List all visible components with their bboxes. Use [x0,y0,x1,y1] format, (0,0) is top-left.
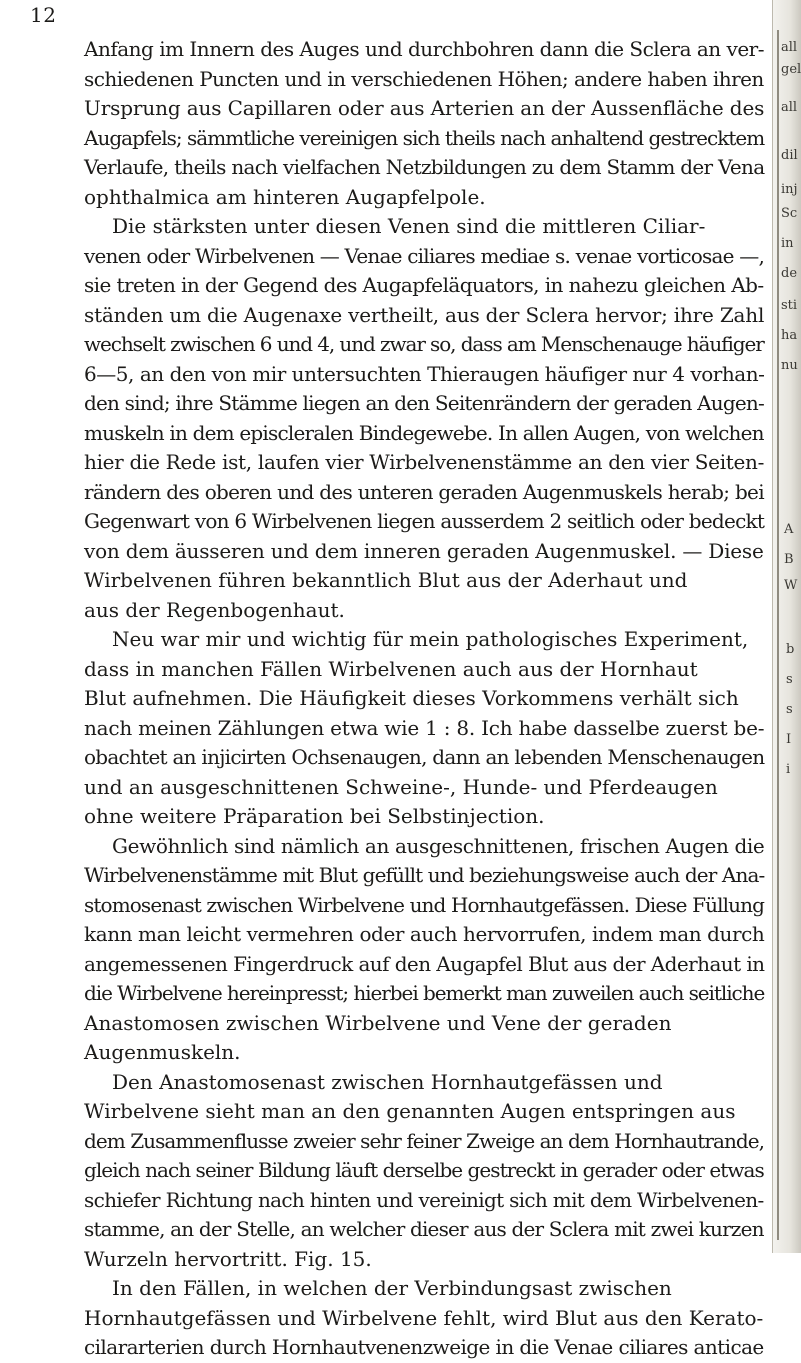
text-line: venen oder Wirbelvenen — Venae ciliares mediae s. venae vorticosae —, [84,243,765,268]
margin-fragment: ha [781,328,798,343]
margin-fragment: dil [781,148,798,163]
text-line: den sind; ihre Stämme liegen an den Seitenrändern der geraden Augen- [84,391,764,415]
margin-fragment: W [784,578,798,593]
margin-fragment: A [784,522,794,537]
text-line: sie treten in der Gegend des Augapfeläquators, in nahezu gleichen Ab- [84,273,764,297]
text-line: kann man leicht vermehren oder auch hervorrufen, indem man durch [84,922,765,946]
text-line: wechselt zwischen 6 und 4, und zwar so, dass am Menschenauge häufiger [84,332,764,356]
gutter-rule [777,30,779,1240]
text-line: 6—5, an den von mir untersuchten Thieraugen häufiger nur 4 vorhan- [84,361,765,386]
margin-fragment: de [781,266,798,281]
text-line: ständen um die Augenaxe vertheilt, aus der Sclera hervor; ihre Zahl [84,302,765,327]
text-line: Wurzeln hervortritt. Fig. 15. [84,1246,372,1271]
text-line: stomosenast zwischen Wirbelvene und Hornhautgefässen. Diese Füllung [84,892,765,917]
margin-fragment: i [786,762,791,777]
text-line: rändern des oberen und des unteren geraden Augenmuskels herab; bei [84,479,764,504]
text-line: Anastomosen zwischen Wirbelvene und Vene der geraden [84,1010,672,1035]
text-line: Blut aufnehmen. Die Häufigkeit dieses Vorkommens verhält sich [84,686,739,710]
text-line: aus der Regenbogenhaut. [84,597,345,622]
margin-fragment: I [786,732,792,747]
text-line: ophthalmica am hinteren Augapfelpole. [84,184,486,209]
text-line: Gewöhnlich sind nämlich an ausgeschnittenen, frischen Augen die [112,833,765,858]
text-line: gleich nach seiner Bildung läuft derselbe gestreckt in gerader oder etwas [84,1158,764,1182]
margin-fragment: all [781,40,798,55]
margin-fragment: sti [781,298,798,313]
text-line: Gegenwart von 6 Wirbelvenen liegen ausserdem 2 seitlich oder bedeckt [84,509,765,533]
text-line: Neu war mir und wichtig für mein pathologisches Experiment, [112,627,749,651]
text-line: cilararterien durch Hornhautvenenzweige in die Venae ciliares anticae [84,1335,764,1359]
text-line: Die stärksten unter diesen Venen sind die mittleren Ciliar- [112,214,706,238]
text-line: Wirbelvenenstämme mit Blut gefüllt und beziehungsweise auch der Ana- [84,863,765,887]
text-line: schiefer Richtung nach hinten und vereinigt sich mit dem Wirbelvenen- [84,1187,764,1212]
text-line: hier die Rede ist, laufen vier Wirbelvenenstämme an den vier Seiten- [84,450,765,474]
text-line: die Wirbelvene hereinpresst; hierbei bemerkt man zuweilen auch seitliche [84,981,765,1005]
text-line: dem Zusammenflusse zweier sehr feiner Zweige an dem Hornhautrande, [84,1128,765,1153]
margin-fragment: s [786,702,793,717]
text-line: Den Anastomosenast zwischen Hornhautgefässen und [112,1069,663,1094]
margin-fragment: inj [781,182,798,197]
margin-fragment: all [781,100,798,115]
text-line: muskeln in dem episcleralen Bindegewebe. In allen Augen, von welchen [84,420,764,445]
margin-fragment: nu [781,358,798,373]
text-line: und an ausgeschnittenen Schweine-, Hunde- und Pferdeaugen [84,774,718,799]
text-line: Wirbelvene sieht man an den genannten Augen entspringen aus [84,1099,736,1123]
margin-fragment: Sc [781,206,798,221]
text-line: von dem äusseren und dem inneren geraden Augenmuskel. — Diese [84,538,764,563]
text-line: Wirbelvenen führen bekanntlich Blut aus der Aderhaut und [84,568,688,592]
margin-fragment: s [786,672,793,687]
page-number: 12 [30,3,57,27]
text-line: Augenmuskeln. [84,1040,241,1064]
margin-fragment: b [786,642,795,657]
text-line: nach meinen Zählungen etwa wie 1 : 8. Ich habe dasselbe zuerst be- [84,715,765,740]
margin-fragment: gel [781,62,801,77]
text-line: Hornhautgefässen und Wirbelvene fehlt, wird Blut aus den Kerato- [84,1305,764,1330]
text-line: Augapfels; sämmtliche vereinigen sich theils nach anhaltend gestrecktem [84,125,765,150]
text-line: In den Fällen, in welchen der Verbindungsast zwischen [112,1276,672,1300]
text-line: Verlaufe, theils nach vielfachen Netzbildungen zu dem Stamm der Vena [84,155,765,179]
margin-fragment: in [781,236,794,251]
text-line: obachtet an injicirten Ochsenaugen, dann an lebenden Menschenaugen [84,745,765,769]
text-line: schiedenen Puncten und in verschiedenen Höhen; andere haben ihren [84,66,764,91]
text-line: dass in manchen Fällen Wirbelvenen auch aus der Hornhaut [84,656,698,681]
body-text [84,35,764,1363]
margin-fragment: B [784,552,794,567]
text-line: stamme, an der Stelle, an welcher dieser aus der Sclera mit zwei kurzen [84,1217,764,1241]
text-line: angemessenen Fingerdruck auf den Augapfel Blut aus der Aderhaut in [84,951,765,976]
text-line: ohne weitere Präparation bei Selbstinjection. [84,804,545,828]
text-line: Ursprung aus Capillaren oder aus Arterien an der Aussenfläche des [84,96,765,120]
text-line: Anfang im Innern des Auges und durchbohren dann die Sclera an ver- [84,37,764,61]
